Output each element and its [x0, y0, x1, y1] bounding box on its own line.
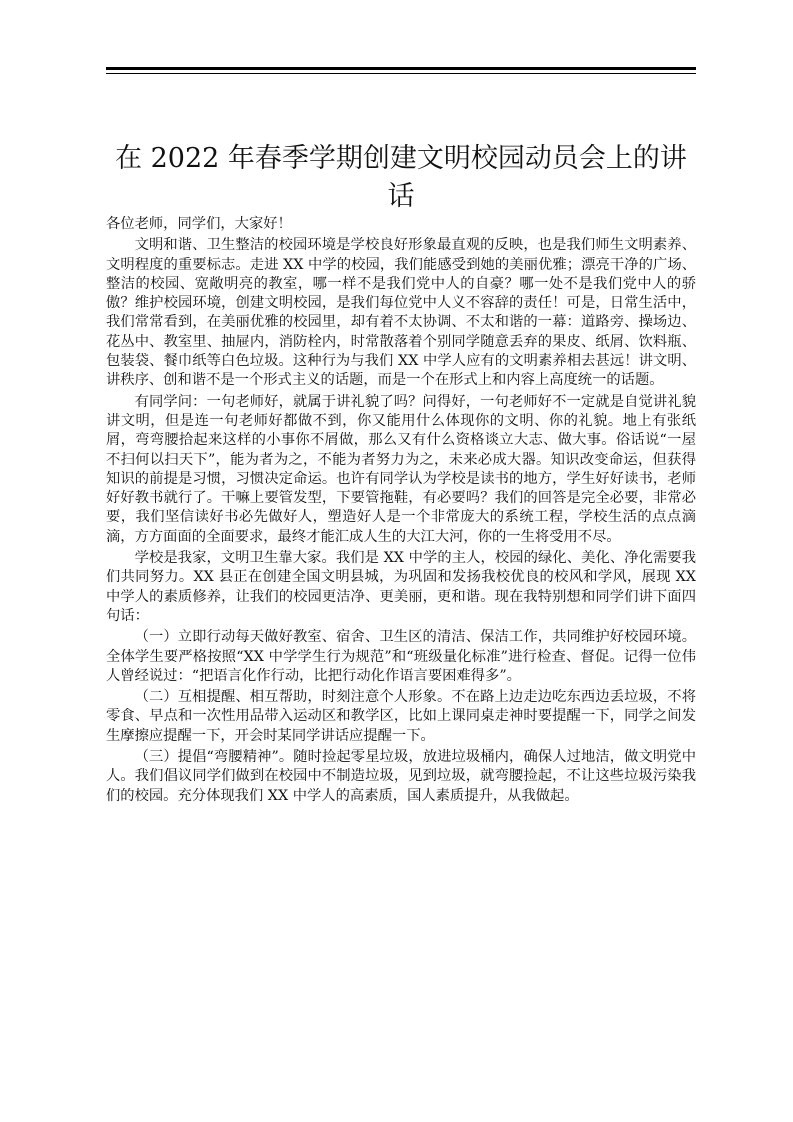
paragraph: （一）立即行动每天做好教室、宿舍、卫生区的清洁、保洁工作，共同维护好校园环境。全体学生要严格按照“XX 中学学生行为规范”和“班级量化标准”进行检查、督促。记得一位伟人曾经说过：“把语言化作行动，比把行动化作语言要困难得多”。: [106, 629, 696, 684]
document-body: [106, 215, 696, 808]
salutation: 各位老师，同学们，大家好！: [106, 216, 292, 232]
paragraph: 文明和谐、卫生整洁的校园环境是学校良好形象最直观的反映，也是我们师生文明素养、文明程度的重要标志。走进 XX 中学的校园，我们能感受到她的美丽优雅；漂亮干净的广场、整洁的校园、宽敞明亮的教室，哪一样不是我们党中人的自豪？哪一处不是我们党中人的骄傲？维护校园环境，创建文明校园，是我们每位党中人义不容辞的责任！可是，日常生活中，我们常常看到，在美丽优雅的校园里，却有着不太协调、不太和谐的一幕：道路旁、操场边、花丛中、教室里、抽屉内，消防栓内，时常散落着个别同学随意丢弃的果皮、纸屑、饮料瓶、包装袋、餐巾纸等白色垃圾。这种行为与我们 XX 中学人应有的文明素养相去甚远！讲文明、讲秩序、创和谐不是一个形式主义的话题，而是一个在形式上和内容上高度统一的话题。: [106, 237, 696, 389]
paragraph: （三）提倡“弯腰精神”。随时捡起零星垃圾，放进垃圾桶内，确保人过地洁，做文明党中人。我们倡议同学们做到在校园中不制造垃圾，见到垃圾，就弯腰捡起，不让这些垃圾污染我们的校园。充分体现我们 XX 中学人的高素质，国人素质提升，从我做起。: [106, 749, 696, 804]
header-rule-thin: [106, 73, 696, 74]
header-rule-thick: [106, 67, 696, 70]
paragraph: 学校是我家，文明卫生靠大家。我们是 XX 中学的主人，校园的绿化、美化、净化需要我们共同努力。XX 县正在创建全国文明县城，为巩固和发扬我校优良的校风和学风，展现 XX 中学人的素质修养，让我们的校园更洁净、更美丽，更和谐。现在我特别想和同学们讲下面四句话：: [106, 550, 696, 624]
paragraph: 有同学问：一句老师好，就属于讲礼貌了吗？问得好，一句老师好不一定就是自觉讲礼貌讲文明，但是连一句老师好都做不到，你又能用什么体现你的文明、你的礼貌。地上有张纸屑，弯弯腰拾起来这样的小事你不屑做，那么又有什么资格谈立大志、做大事。俗话说“一屋不扫何以扫天下”，能为者为之，不能为者努力为之，未来必成大器。知识改变命运，但获得知识的前提是习惯，习惯决定命运。也许有同学认为学校是读书的地方，学生好好读书，老师好好教书就行了。干嘛上要管发型，下要管拖鞋，有必要吗？我们的回答是完全必要，非常必要，我们坚信读好书必先做好人，塑造好人是一个非常庞大的系统工程，学校生活的点点滴滴，方方面面的全面要求，最终才能汇成人生的大江大河，你的一生将受用不尽。: [106, 393, 696, 545]
paragraph: （二）互相提醒、相互帮助，时刻注意个人形象。不在路上边走边吃东西边丢垃圾，不将零食、早点和一次性用品带入运动区和教学区，比如上课同桌走神时要提醒一下，同学之间发生摩擦应提醒一下，开会时某同学讲话应提醒一下。: [106, 689, 696, 744]
document-title: 在 2022 年春季学期创建文明校园动员会上的讲话: [115, 143, 687, 212]
